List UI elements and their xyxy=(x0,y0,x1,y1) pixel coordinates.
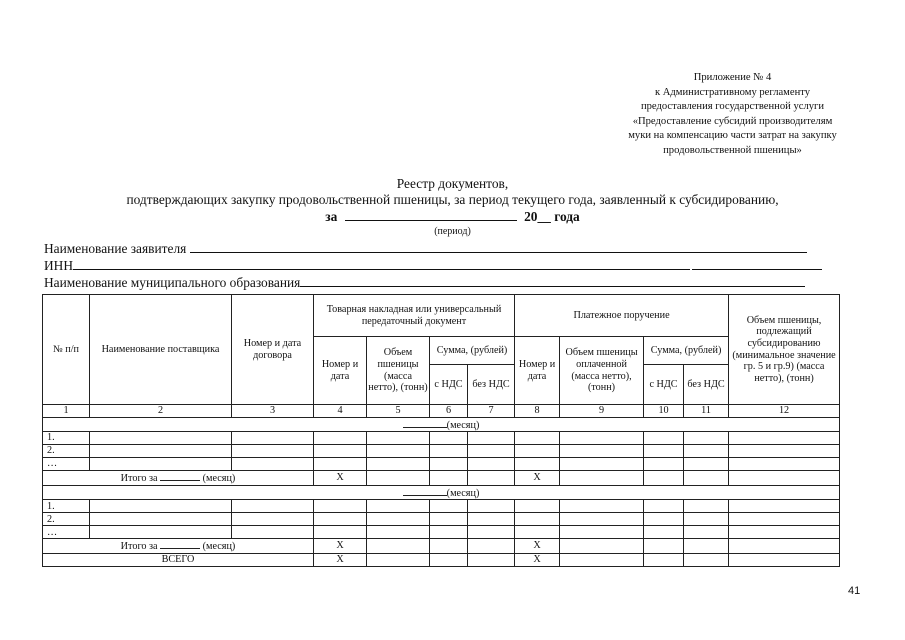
column-number: 1 xyxy=(43,405,90,418)
month-row xyxy=(43,485,840,500)
column-number: 5 xyxy=(367,405,430,418)
cell[interactable] xyxy=(644,553,684,566)
cell[interactable] xyxy=(430,445,468,458)
x-mark: X xyxy=(314,471,367,486)
row-label: 2. xyxy=(43,445,90,458)
column-number: 3 xyxy=(232,405,314,418)
cell[interactable] xyxy=(684,539,729,554)
cell[interactable] xyxy=(729,445,840,458)
header-with-vat-payment: с НДС xyxy=(644,365,684,405)
x-mark: X xyxy=(515,471,560,486)
cell[interactable] xyxy=(90,458,232,471)
table-row xyxy=(43,458,840,471)
cell[interactable] xyxy=(430,432,468,445)
period-suffix: 20__ года xyxy=(524,209,580,224)
cell[interactable] xyxy=(729,539,840,554)
period-line xyxy=(0,208,905,225)
header-contract: Номер и дата договора xyxy=(232,295,314,405)
cell[interactable] xyxy=(367,471,430,486)
header-waybill-group: Товарная накладная или универсальный передаточный документ xyxy=(314,295,515,337)
column-number: 6 xyxy=(430,405,468,418)
x-mark: X xyxy=(515,553,560,566)
header-paid-volume: Объем пшеницы оплаченной (масса нетто), (тонн) xyxy=(560,337,644,405)
cell[interactable] xyxy=(729,458,840,471)
x-mark: X xyxy=(314,553,367,566)
inn-label: ИНН xyxy=(44,258,74,273)
cell[interactable] xyxy=(314,445,367,458)
inn-blank-extra[interactable] xyxy=(692,257,822,270)
cell[interactable] xyxy=(560,445,644,458)
page-number: 41 xyxy=(848,585,861,597)
cell[interactable] xyxy=(468,458,515,471)
cell[interactable] xyxy=(644,458,684,471)
column-number-row xyxy=(43,405,840,418)
subtotal-label xyxy=(43,539,314,554)
cell[interactable] xyxy=(684,500,729,513)
cell[interactable] xyxy=(560,539,644,554)
cell[interactable] xyxy=(560,432,644,445)
table-row xyxy=(43,526,840,539)
column-number: 9 xyxy=(560,405,644,418)
cell[interactable] xyxy=(560,471,644,486)
column-number: 2 xyxy=(90,405,232,418)
cell[interactable] xyxy=(560,553,644,566)
cell[interactable] xyxy=(560,500,644,513)
period-prefix: за xyxy=(325,209,338,224)
subtotal-month-blank[interactable] xyxy=(160,471,200,481)
cell[interactable] xyxy=(314,500,367,513)
subtotal-prefix: Итого за xyxy=(120,473,158,485)
subtotal-suffix: (месяц) xyxy=(202,541,236,553)
cell[interactable] xyxy=(367,539,430,554)
appendix-line: Приложение № 4 xyxy=(693,72,772,83)
cell[interactable] xyxy=(367,513,430,526)
cell[interactable] xyxy=(729,553,840,566)
municipality-blank[interactable] xyxy=(300,274,805,287)
cell[interactable] xyxy=(515,500,560,513)
month-blank[interactable] xyxy=(403,418,447,428)
cell[interactable] xyxy=(644,471,684,486)
cell[interactable] xyxy=(314,526,367,539)
cell[interactable] xyxy=(684,458,729,471)
appendix-line: предоставления государственной услуги xyxy=(640,101,825,113)
municipality-field xyxy=(44,274,805,291)
cell[interactable] xyxy=(468,513,515,526)
month-header-cell xyxy=(43,417,840,432)
inn-blank[interactable] xyxy=(73,257,690,270)
cell[interactable] xyxy=(367,553,430,566)
cell[interactable] xyxy=(684,471,729,486)
cell[interactable] xyxy=(729,500,840,513)
header-subsidy-volume: Объем пшеницы, подлежащий субсидированию (минимальное значение гр. 5 и гр.9) (масса нетто), (тонн) xyxy=(729,295,840,405)
appendix-header xyxy=(560,71,905,159)
cell[interactable] xyxy=(468,526,515,539)
appendix-line: муки на компенсацию части затрат на закупку xyxy=(628,130,837,142)
cell[interactable] xyxy=(515,513,560,526)
header-payment-group: Платежное поручение xyxy=(515,295,729,337)
cell[interactable] xyxy=(232,432,314,445)
document-title: Реестр документов, xyxy=(396,176,509,191)
appendix-line: «Предоставление субсидий производителям xyxy=(632,115,833,127)
period-blank[interactable] xyxy=(345,208,517,221)
header-without-vat-payment: без НДС xyxy=(684,365,729,405)
cell[interactable] xyxy=(430,458,468,471)
cell[interactable] xyxy=(314,432,367,445)
header-supplier: Наименование поставщика xyxy=(90,295,232,405)
table-row xyxy=(43,432,840,445)
subtotal-suffix: (месяц) xyxy=(202,473,236,485)
cell[interactable] xyxy=(644,500,684,513)
cell[interactable] xyxy=(468,471,515,486)
cell[interactable] xyxy=(430,553,468,566)
cell[interactable] xyxy=(644,539,684,554)
subtotal-row xyxy=(43,471,840,486)
registry-table xyxy=(42,294,840,567)
column-number: 12 xyxy=(729,405,840,418)
row-label: 1. xyxy=(43,432,90,445)
cell[interactable] xyxy=(684,445,729,458)
month-blank[interactable] xyxy=(403,486,447,496)
cell[interactable] xyxy=(644,513,684,526)
cell[interactable] xyxy=(560,513,644,526)
header-waybill-num: Номер и дата xyxy=(314,337,367,405)
cell[interactable] xyxy=(90,526,232,539)
appendix-line: продовольственной пшеницы» xyxy=(663,144,802,156)
month-row xyxy=(43,417,840,432)
applicant-label: Наименование заявителя xyxy=(44,241,187,256)
row-label: … xyxy=(43,458,90,471)
header-payment-num: Номер и дата xyxy=(515,337,560,405)
subtotal-month-blank[interactable] xyxy=(160,539,200,549)
cell[interactable] xyxy=(729,526,840,539)
cell[interactable] xyxy=(367,458,430,471)
cell[interactable] xyxy=(729,513,840,526)
x-mark: X xyxy=(515,539,560,554)
header-volume: Объем пшеницы (масса нетто), (тонн) xyxy=(367,337,430,405)
cell[interactable] xyxy=(232,445,314,458)
cell[interactable] xyxy=(515,432,560,445)
column-number: 8 xyxy=(515,405,560,418)
applicant-blank[interactable] xyxy=(190,240,807,253)
table-row xyxy=(43,500,840,513)
cell[interactable] xyxy=(684,432,729,445)
cell[interactable] xyxy=(560,526,644,539)
header-num: № п/п xyxy=(43,295,90,405)
cell[interactable] xyxy=(367,526,430,539)
row-label: 2. xyxy=(43,513,90,526)
cell[interactable] xyxy=(560,458,644,471)
cell[interactable] xyxy=(684,513,729,526)
cell[interactable] xyxy=(468,539,515,554)
appendix-line: к Административному регламенту xyxy=(654,86,811,98)
cell[interactable] xyxy=(232,458,314,471)
x-mark: X xyxy=(314,539,367,554)
cell[interactable] xyxy=(468,445,515,458)
column-number: 7 xyxy=(468,405,515,418)
cell[interactable] xyxy=(515,445,560,458)
cell[interactable] xyxy=(367,500,430,513)
cell[interactable] xyxy=(644,526,684,539)
cell[interactable] xyxy=(430,500,468,513)
cell[interactable] xyxy=(684,553,729,566)
cell[interactable] xyxy=(468,500,515,513)
month-header-cell xyxy=(43,485,840,500)
cell[interactable] xyxy=(314,458,367,471)
period-hint: (период) xyxy=(434,226,471,237)
cell[interactable] xyxy=(430,526,468,539)
cell[interactable] xyxy=(468,553,515,566)
column-number: 11 xyxy=(684,405,729,418)
grand-total-label: ВСЕГО xyxy=(43,553,314,566)
cell[interactable] xyxy=(644,432,684,445)
cell[interactable] xyxy=(232,513,314,526)
column-number: 4 xyxy=(314,405,367,418)
grand-total-row xyxy=(43,553,840,566)
cell[interactable] xyxy=(430,471,468,486)
month-label: (месяц) xyxy=(446,487,480,499)
cell[interactable] xyxy=(232,526,314,539)
cell[interactable] xyxy=(729,432,840,445)
cell[interactable] xyxy=(430,539,468,554)
municipality-label: Наименование муниципального образования xyxy=(44,275,301,290)
cell[interactable] xyxy=(515,458,560,471)
cell[interactable] xyxy=(90,445,232,458)
cell[interactable] xyxy=(367,445,430,458)
header-without-vat: без НДС xyxy=(468,365,515,405)
cell[interactable] xyxy=(90,432,232,445)
header-with-vat: с НДС xyxy=(430,365,468,405)
subtotal-label xyxy=(43,471,314,486)
row-label: … xyxy=(43,526,90,539)
document-subtitle: подтверждающих закупку продовольственной пшеницы, за период текущего года, заявленный к субсидированию, xyxy=(126,192,779,207)
inn-field xyxy=(44,257,822,274)
cell[interactable] xyxy=(367,432,430,445)
cell[interactable] xyxy=(515,526,560,539)
subtotal-row xyxy=(43,539,840,554)
applicant-field xyxy=(44,240,807,257)
table-row xyxy=(43,513,840,526)
cell[interactable] xyxy=(468,432,515,445)
cell[interactable] xyxy=(90,513,232,526)
cell[interactable] xyxy=(232,500,314,513)
cell[interactable] xyxy=(90,500,232,513)
subtotal-prefix: Итого за xyxy=(120,541,158,553)
header-sum-group: Сумма, (рублей) xyxy=(430,337,515,365)
cell[interactable] xyxy=(314,513,367,526)
header-sum-group-payment: Сумма, (рублей) xyxy=(644,337,729,365)
cell[interactable] xyxy=(430,513,468,526)
cell[interactable] xyxy=(684,526,729,539)
cell[interactable] xyxy=(644,445,684,458)
month-label: (месяц) xyxy=(446,419,480,431)
column-number: 10 xyxy=(644,405,684,418)
table-row xyxy=(43,445,840,458)
cell[interactable] xyxy=(729,471,840,486)
row-label: 1. xyxy=(43,500,90,513)
